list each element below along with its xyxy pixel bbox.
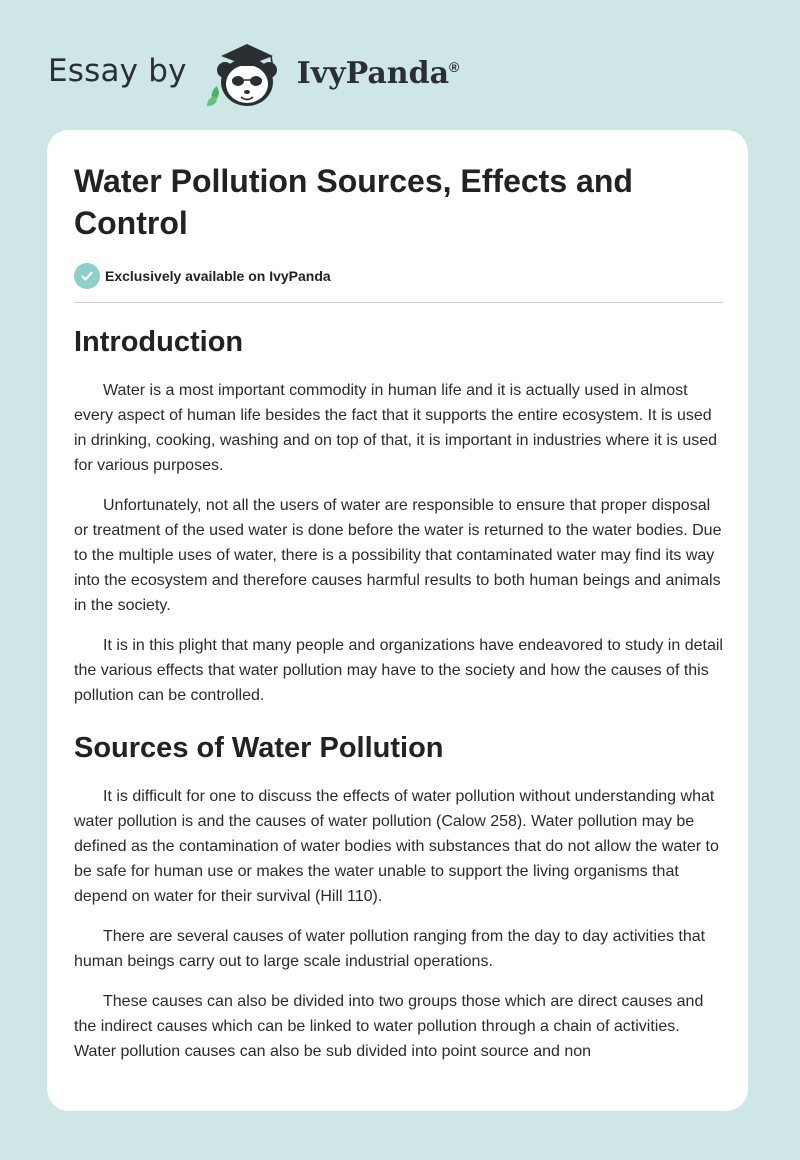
section-heading-sources: Sources of Water Pollution: [74, 732, 444, 764]
brand-header[interactable]: [48, 34, 459, 114]
paragraph: It is difficult for one to discuss the effects of water pollution without understanding what water pollution is and the causes of water pollution (Calow 258). Water pollution may be defined as the contamination of water bodies with substances that do not allow the water to be safe for human use or makes the water unable to support the living organisms that depend on water for their survival (Hill 110).: [74, 788, 719, 905]
paragraph: It is in this plight that many people and organizations have endeavored to study in detail the various effects that water pollution may have to the society and how the causes of this pollution can be controlled.: [74, 637, 723, 704]
title-divider: [74, 302, 723, 303]
brand-prefix: Essay by: [48, 53, 187, 89]
check-icon: [74, 263, 100, 289]
brand-name: IvyPanda®: [296, 55, 460, 91]
page-title: Water Pollution Sources, Effects and Control: [74, 163, 633, 241]
paragraph: Water is a most important commodity in human life and it is actually used in almost every aspect of human life besides the fact that it supports the entire ecosystem. It is used in drinking, cooking, washing and on top of that, it is important in industries where it is used for various purposes.: [74, 382, 718, 474]
section-heading-introduction: Introduction: [74, 326, 244, 358]
paragraph: There are several causes of water pollution ranging from the day to day activities that human beings carry out to large scale industrial operations.: [74, 928, 706, 970]
panda-logo-icon: [201, 36, 293, 112]
exclusive-label: Exclusively available on IvyPanda: [105, 268, 331, 284]
article-card: [47, 130, 748, 1111]
article-body: [74, 322, 726, 1064]
paragraph: These causes can also be divided into two groups those which are direct causes and the indirect causes which can be linked to water pollution through a chain of activities. Water pollution causes can also be sub divided into point source and non: [74, 993, 704, 1060]
paragraph: Unfortunately, not all the users of water are responsible to ensure that proper disposal or treatment of the used water is done before the water is returned to the water bodies. Due to the multiple uses of water, there is a possibility that contaminated water may find its way into the ecosystem and therefore causes harmful results to both human beings and animals in the society.: [74, 497, 722, 614]
exclusive-badge: [74, 263, 331, 289]
